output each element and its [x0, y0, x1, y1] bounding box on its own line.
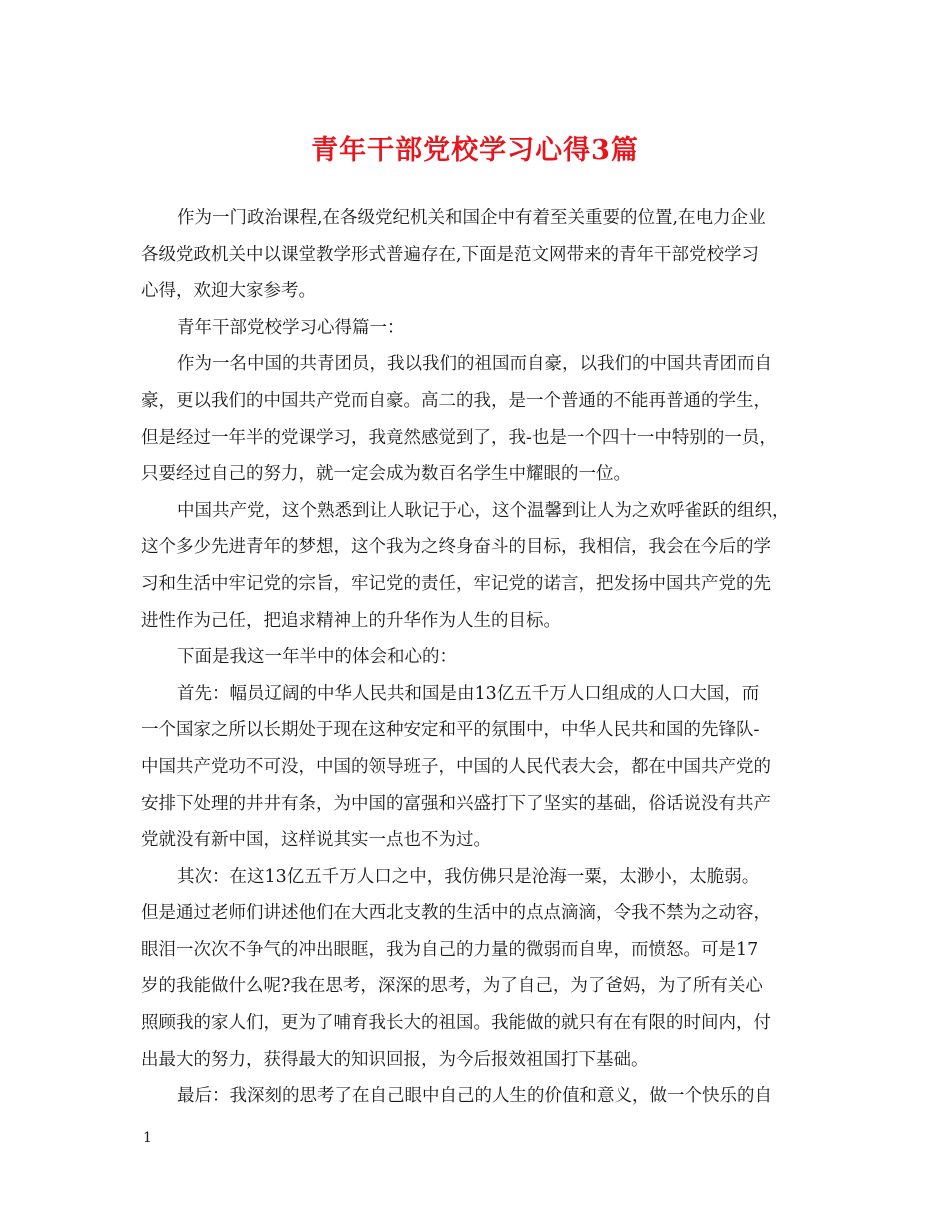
- text-line: 一个国家之所以长期处于现在这种安定和平的氛围中，中华人民共和国的先锋队-: [141, 720, 760, 741]
- text-line: 各级党政机关中以课堂教学形式普遍存在,下面是范文网带来的青年干部党校学习: [141, 244, 760, 265]
- text-line: 只要经过自己的努力，就一定会成为数百名学生中耀眼的一位。: [141, 464, 631, 485]
- text-line: 眼泪一次次不争气的冲出眼眶，我为自己的力量的微弱而自卑，而愤怒。可是17: [141, 939, 759, 960]
- page-number: 1: [143, 1130, 152, 1146]
- text-line: 中国共产党，这个熟悉到让人耿记于心，这个温馨到让人为之欢呼雀跃的组织，: [177, 500, 790, 521]
- text-line: 出最大的努力，获得最大的知识回报，为今后报效祖国打下基础。: [141, 1049, 649, 1070]
- text-line: 豪，更以我们的中国共产党而自豪。高二的我，是一个普通的不能再普通的学生，: [141, 390, 771, 411]
- text-line: 但是通过老师们讲述他们在大西北支教的生活中的点点滴滴，令我不禁为之动容，: [141, 903, 771, 924]
- document-body: [141, 200, 816, 1115]
- text-line: 安排下处理的井井有条，为中国的富强和兴盛打下了坚实的基础，俗话说没有共产: [141, 793, 771, 814]
- text-line: 其次：在这13亿五千万人口之中，我仿佛只是沧海一粟，太渺小，太脆弱。: [177, 866, 760, 887]
- text-line: 进性作为己任，把追求精神上的升华作为人生的目标。: [141, 610, 561, 631]
- text-line: 照顾我的家人们，更为了哺育我长大的祖国。我能做的就只有在有限的时间内，付: [141, 1013, 771, 1034]
- text-line: 习和生活中牢记党的宗旨，牢记党的责任，牢记党的诺言，把发扬中国共产党的先: [141, 573, 771, 594]
- text-line: 作为一名中国的共青团员，我以我们的祖国而自豪，以我们的中国共青团而自: [177, 354, 772, 375]
- text-line: 作为一门政治课程,在各级党纪机关和国企中有着至关重要的位置,在电力企业: [177, 208, 766, 228]
- text-line: 青年干部党校学习心得篇一：: [177, 317, 405, 338]
- text-line: 这个多少先进青年的梦想，这个我为之终身奋斗的目标，我相信，我会在今后的学: [141, 537, 771, 558]
- text-line: 心得，欢迎大家参考。: [141, 281, 316, 302]
- text-line: 首先：幅员辽阔的中华人民共和国是由13亿五千万人口组成的人口大国，而: [177, 683, 760, 704]
- text-line: 但是经过一年半的党课学习，我竟然感觉到了，我-也是一个四十一中特别的一员，: [141, 427, 777, 448]
- text-line: 下面是我这一年半中的体会和心的：: [177, 647, 457, 668]
- text-line: 岁的我能做什么呢?我在思考，深深的思考，为了自己，为了爸妈，为了所有关心: [141, 976, 763, 997]
- text-line: 中国共产党功不可没，中国的领导班子，中国的人民代表大会，都在中国共产党的: [141, 756, 771, 777]
- text-line: 党就没有新中国，这样说其实一点也不为过。: [141, 830, 491, 851]
- document-title: 青年干部党校学习心得3篇: [311, 135, 639, 166]
- text-line: 最后：我深刻的思考了在自己眼中自己的人生的价值和意义，做一个快乐的自: [177, 1086, 772, 1107]
